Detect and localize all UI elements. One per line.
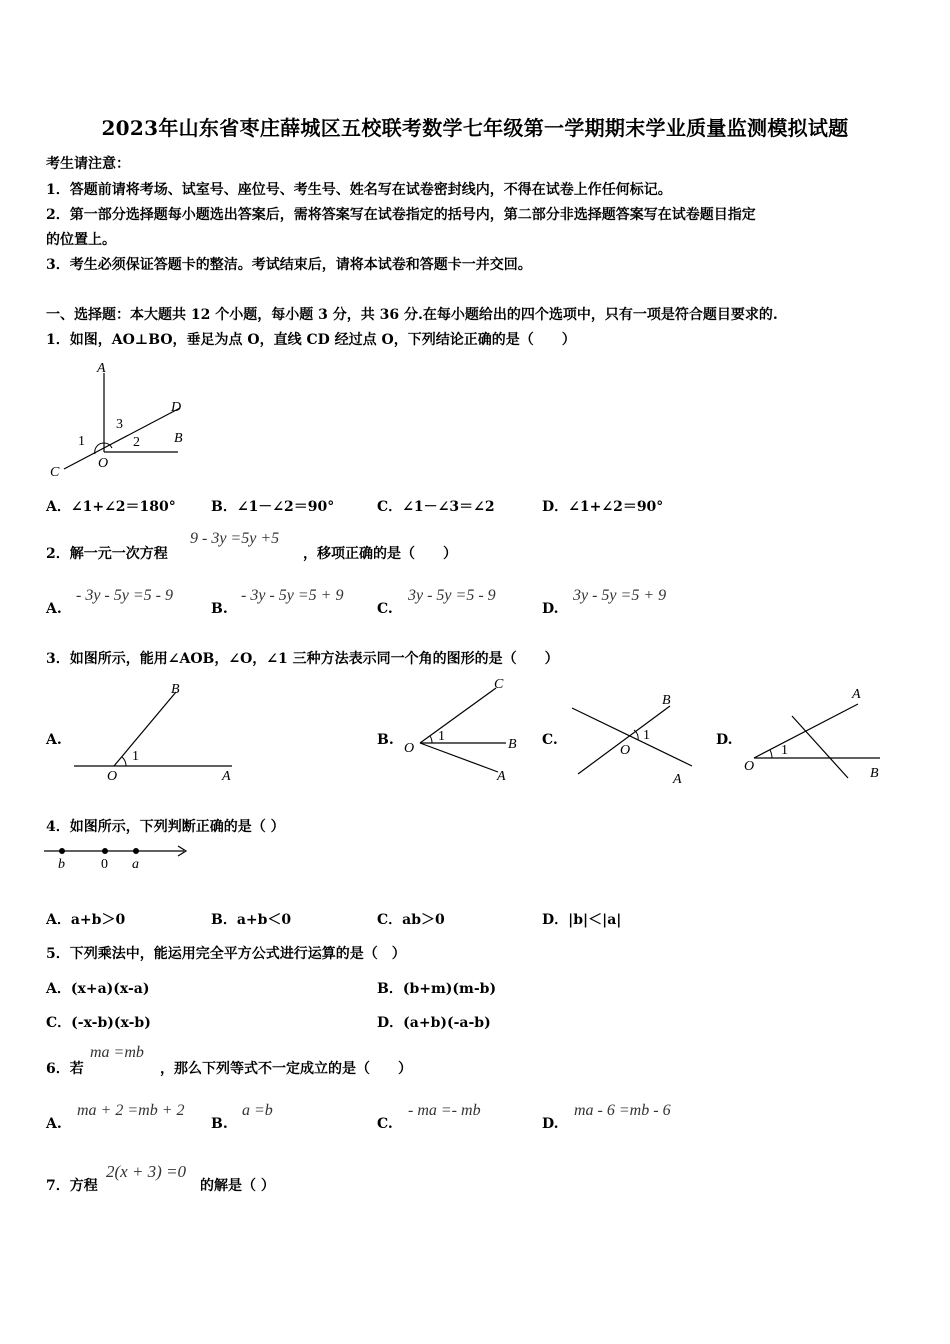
svg-text:1: 1 [438,729,445,744]
q4-option-b[interactable]: B．a+b＜0 [211,912,292,928]
q6-expr-a: ma + 2 =mb + 2 [77,1102,185,1119]
q1-label-c: C [50,465,60,480]
q3-figure-d [738,682,888,787]
svg-text:A: A [852,687,861,702]
svg-text:A: A [222,769,231,784]
notice-item: 1．答题前请将考场、试室号、座位号、考生号、姓名写在试卷密封线内，不得在试卷上作任何标记。 [46,182,672,198]
q1-option-d[interactable]: D．∠1+∠2＝90° [542,499,664,515]
svg-text:1: 1 [132,749,139,764]
q2-expr-d: 3y - 5y =5 + 9 [573,587,667,604]
q6-option-d[interactable]: D. [542,1116,559,1132]
q6-expr-d: ma - 6 =mb - 6 [574,1102,671,1119]
q1-stem: 1．如图，AO⊥BO，垂足为点 O，直线 CD 经过点 O，下列结论正确的是（ ） [46,332,576,348]
q6-stem-pre: 6．若 [46,1061,84,1077]
q6-expr-c: - ma =- mb [408,1102,481,1119]
notice-item: 的位置上。 [46,232,116,248]
q3-figure-c [566,684,706,789]
svg-text:B: B [508,737,517,752]
q2-stem-post: ，移项正确的是（ ） [303,546,457,562]
q4-option-a[interactable]: A．a+b＞0 [46,912,126,928]
q3-figure-b [398,672,528,787]
q1-option-a[interactable]: A．∠1+∠2＝180° [46,499,176,515]
q3-figure-a [70,678,240,786]
svg-text:B: B [171,682,180,697]
q7-equation: 2(x + 3) =0 [106,1162,187,1181]
q2-option-b[interactable]: B. [211,601,228,617]
q2-option-c[interactable]: C. [377,601,393,617]
q2-option-d[interactable]: D. [542,601,559,617]
q4-option-d[interactable]: D．|b|＜|a| [542,912,622,928]
svg-text:C: C [494,677,504,692]
notice-item: 3．考生必须保证答题卡的整洁。考试结束后，请将本试卷和答题卡一并交回。 [46,257,532,273]
q4-label-zero: 0 [101,857,108,872]
q6-option-c[interactable]: C. [377,1116,393,1132]
svg-text:O: O [107,769,118,784]
q5-option-d[interactable]: D．(a+b)(-a-b) [377,1015,491,1031]
svg-text:O: O [744,759,755,774]
svg-text:B: B [662,693,671,708]
q3-option-a[interactable]: A. [46,732,62,748]
q1-option-c[interactable]: C．∠1－∠3＝∠2 [377,499,495,515]
page-title: 2023年山东省枣庄薛城区五校联考数学七年级第一学期期末学业质量监测模拟试题 [101,116,849,140]
q1-label-o: O [98,456,109,471]
q4-label-b: b [58,857,65,872]
q3-stem: 3．如图所示，能用∠AOB，∠O，∠1 三种方法表示同一个角的图形的是（ ） [46,651,559,667]
svg-text:A: A [673,772,682,787]
q1-label-d: D [171,400,182,415]
q6-option-b[interactable]: B. [211,1116,228,1132]
q4-stem: 4．如图所示，下列判断正确的是（ ） [46,819,285,835]
q5-stem: 5．下列乘法中，能运用完全平方公式进行运算的是（ ） [46,946,406,962]
q4-option-c[interactable]: C．ab＞0 [377,912,445,928]
q2-equation: 9 - 3y =5y +5 [190,530,280,547]
svg-text:1: 1 [781,743,788,758]
q1-label-a: A [97,361,106,376]
q2-expr-a: - 3y - 5y =5 - 9 [76,587,173,604]
notice-heading: 考生请注意： [46,156,130,172]
svg-text:B: B [870,766,879,781]
notice-item: 2．第一部分选择题每小题选出答案后，需将答案写在试卷指定的括号内，第二部分非选择题答案写在试卷题目指定 [46,207,756,223]
q1-angle-2: 2 [133,435,140,450]
q1-angle-3: 3 [116,417,123,432]
q5-option-c[interactable]: C．(-x-b)(x-b) [46,1015,151,1031]
q6-expr-b: a =b [242,1102,273,1119]
q7-stem-pre: 7．方程 [46,1178,98,1194]
q3-option-b[interactable]: B. [377,732,394,748]
q6-stem-post: ，那么下列等式不一定成立的是（ ） [160,1061,412,1077]
q3-option-d[interactable]: D. [716,732,733,748]
q3-option-c[interactable]: C. [542,732,558,748]
q5-option-a[interactable]: A．(x+a)(x-a) [46,981,150,997]
q6-equation: ma =mb [90,1044,144,1061]
q4-label-a: a [132,857,139,872]
svg-text:O: O [404,741,415,756]
svg-text:1: 1 [643,728,650,743]
q1-label-b: B [174,431,183,446]
q1-figure [40,358,200,483]
q1-angle-1: 1 [78,434,85,449]
q7-stem-post: 的解是（ ） [200,1178,275,1194]
q1-option-b[interactable]: B．∠1－∠2＝90° [211,499,335,515]
svg-text:A: A [497,769,506,784]
section-heading: 一、选择题：本大题共 12 个小题，每小题 3 分，共 36 分.在每小题给出的四个选项中，只有一项是符合题目要求的. [46,307,778,323]
svg-text:O: O [620,743,631,758]
q5-option-b[interactable]: B．(b+m)(m-b) [377,981,497,997]
q2-stem-pre: 2．解一元一次方程 [46,546,168,562]
q2-expr-b: - 3y - 5y =5 + 9 [241,587,344,604]
q2-expr-c: 3y - 5y =5 - 9 [408,587,496,604]
q4-number-line [40,838,195,878]
q2-option-a[interactable]: A. [46,601,62,617]
q6-option-a[interactable]: A. [46,1116,62,1132]
